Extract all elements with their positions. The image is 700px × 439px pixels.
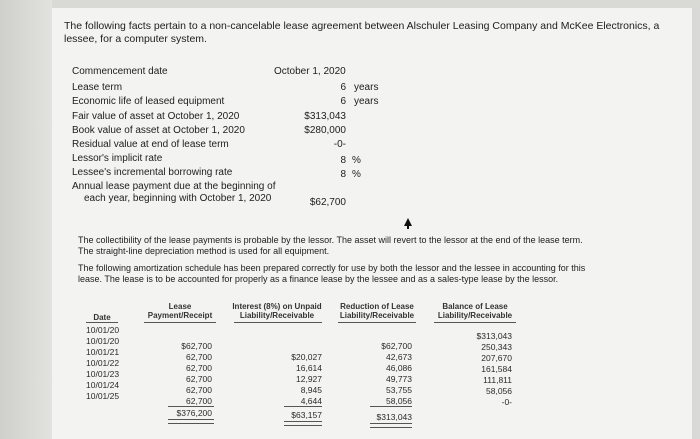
- fact-label: Lease term: [72, 82, 123, 93]
- table-cell-date: 10/01/22: [86, 358, 120, 368]
- fact-value: 6: [340, 82, 346, 93]
- fact-label: Fair value of asset at October 1, 2020: [72, 111, 240, 122]
- fact-value: October 1, 2020: [274, 66, 346, 77]
- table-cell-payment: 62,700: [186, 363, 212, 373]
- table-cell-interest: 12,927: [296, 374, 322, 384]
- table-cell-balance: 161,584: [481, 364, 512, 374]
- fact-unit: %: [352, 169, 361, 180]
- fact-label-continued: each year, beginning with October 1, 2020: [84, 193, 272, 204]
- table-cell-interest: $20,027: [291, 352, 322, 362]
- table-cell-interest: 16,614: [296, 363, 322, 373]
- table-cell-balance: 207,670: [481, 353, 512, 363]
- mouse-cursor-icon: [404, 218, 412, 226]
- table-cell-reduction: 42,673: [386, 352, 412, 362]
- table-cell-date: 10/01/23: [86, 369, 120, 379]
- fact-unit: %: [352, 155, 361, 166]
- header-interest: Interest (8%) on Unpaid Liability/Receivable: [232, 302, 322, 320]
- table-cell-date: 10/01/24: [86, 380, 120, 390]
- table-cell-balance: 58,056: [486, 386, 512, 396]
- fact-unit: years: [354, 96, 379, 107]
- collectibility-paragraph: The collectibility of the lease payments is probable by the lessor. The asset will revert to the lessor at the end of the lease term. The straight-line depreciation method is used for all equipment.: [78, 235, 583, 256]
- header-lease-payment: Lease Payment/Receipt: [147, 302, 213, 320]
- fact-label: Lessee's incremental borrowing rate: [72, 167, 233, 178]
- table-cell-date: 10/01/20: [86, 336, 120, 346]
- table-cell-balance: -0-: [501, 397, 512, 407]
- table-cell-date: 10/01/20: [86, 325, 120, 335]
- fact-label: Book value of asset at October 1, 2020: [72, 125, 245, 136]
- fact-value: $280,000: [304, 125, 346, 136]
- total-payments: $376,200: [176, 408, 212, 418]
- fact-unit: years: [354, 82, 379, 93]
- table-cell-date: 10/01/21: [86, 347, 120, 357]
- table-cell-balance: 111,811: [483, 375, 512, 385]
- schedule-paragraph: The following amortization schedule has been prepared correctly for use by both the lessor and the lessee in accounting for this lease. The lease is to be accounted for properly as a finance lease by the lessee and as a sales-type lease by the lessor.: [78, 263, 586, 284]
- fact-value: $313,043: [304, 111, 346, 122]
- fact-value: 8: [340, 155, 346, 166]
- table-cell-payment: 62,700: [186, 396, 212, 406]
- table-cell-interest: 4,644: [300, 396, 322, 406]
- header-balance: Balance of Lease Liability/Receivable: [437, 302, 513, 320]
- header-reduction: Reduction of Lease Liability/Receivable: [339, 302, 415, 320]
- table-cell-reduction: 58,056: [386, 396, 412, 406]
- table-cell-reduction: $62,700: [381, 341, 412, 351]
- header-date: Date: [93, 313, 111, 322]
- fact-label: Commencement date: [72, 66, 168, 77]
- left-margin: [0, 0, 52, 439]
- fact-label: Economic life of leased equipment: [72, 96, 225, 107]
- total-reduction: $313,043: [376, 412, 412, 422]
- table-cell-reduction: 53,755: [386, 385, 412, 395]
- table-cell-payment: 62,700: [186, 385, 212, 395]
- table-cell-interest: 8,945: [300, 385, 322, 395]
- table-cell-payment: 62,700: [186, 352, 212, 362]
- table-cell-payment: $62,700: [181, 341, 212, 351]
- fact-value: -0-: [333, 139, 346, 150]
- fact-label: Annual lease payment due at the beginning of: [72, 181, 276, 192]
- table-cell-date: 10/01/25: [86, 391, 120, 401]
- fact-value: $62,700: [309, 197, 346, 208]
- fact-value: 8: [340, 169, 346, 180]
- table-cell-reduction: 46,086: [386, 363, 412, 373]
- table-cell-balance: $313,043: [476, 331, 512, 341]
- total-interest: $63,157: [291, 410, 322, 420]
- intro-text: The following facts pertain to a non-cancelable lease agreement between Alschuler Leasing Company and McKee Electronics, a lessee, for a computer system.: [64, 20, 660, 45]
- fact-label: Lessor's implicit rate: [72, 153, 163, 164]
- table-cell-payment: 62,700: [186, 374, 212, 384]
- table-cell-reduction: 49,773: [386, 374, 412, 384]
- fact-value: 6: [340, 96, 346, 107]
- fact-label: Residual value at end of lease term: [72, 139, 229, 150]
- table-cell-balance: 250,343: [481, 342, 512, 352]
